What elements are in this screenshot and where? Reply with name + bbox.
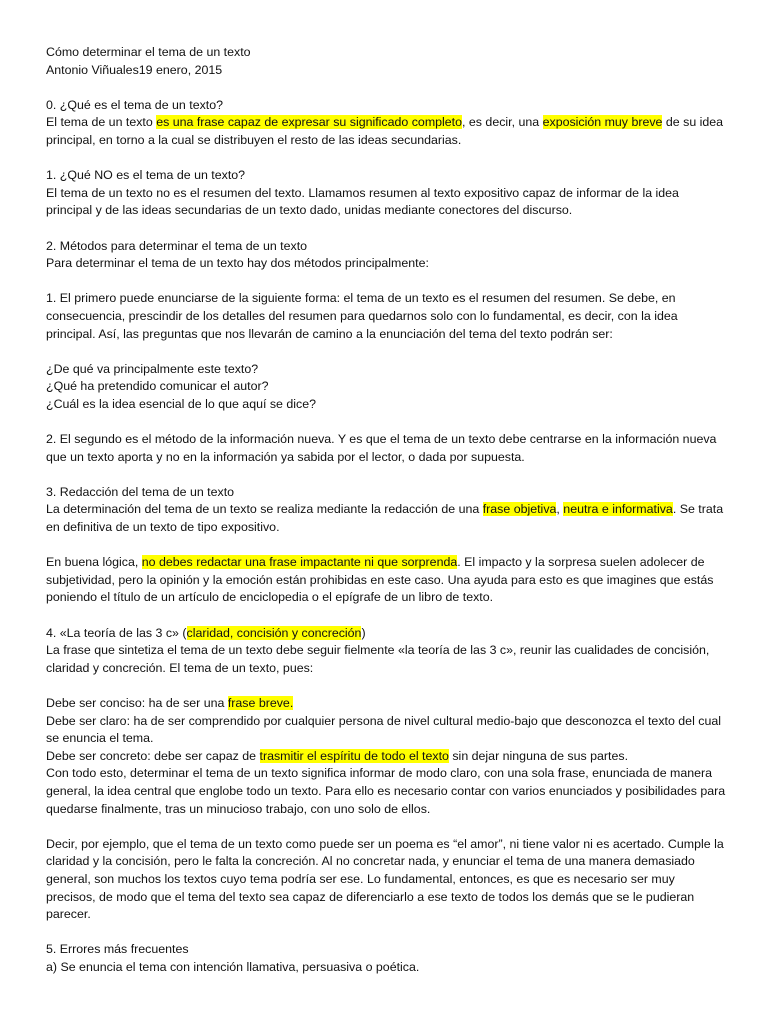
highlight: es una frase capaz de expresar su significado completo — [156, 115, 463, 130]
text-run: sin dejar ninguna de sus partes. — [448, 748, 629, 763]
highlight: frase breve. — [227, 695, 294, 710]
highlight: claridad, concisión y concreción — [186, 625, 362, 640]
section-3-paragraph-2 — [46, 554, 726, 607]
method-2-paragraph: 2. El segundo es el método de la información nueva. Y es que el tema de un texto debe centrarse en la información nueva que un texto aporta y no en la información ya sabida por el lector, o dada por supuesta. — [46, 432, 717, 464]
section-4-paragraph-3: Decir, por ejemplo, que el tema de un texto como puede ser un poema es “el amor”, ni tiene valor ni es acertado. Cumple la claridad y la concisión, pero le falta la concreción. Al no concretar nada, y enunciar el tema de una manera demasiado general, son muchos los textos cuyo tema podría ser ese. Lo fundamental, entonces, es que es necesario ser muy precisos, de modo que el tema del texto sea capaz de diferenciarlo a ese texto de todos los demás que se le pudieran parecer. — [46, 836, 724, 922]
blank-line — [46, 79, 726, 97]
text-run: . El impacto y la sorpresa suelen adolecer de subjetividad, pero la opinión y la emoción están prohibidas en este caso. Una ayuda para esto es que imagines que estás poniendo el título de un artículo de enciclopedia o el epígrafe de un libro de texto. — [46, 555, 714, 605]
section-2-heading: 2. Métodos para determinar el tema de un texto — [46, 238, 308, 253]
text-run: El tema de un texto — [46, 115, 157, 130]
text-run: 4. «La teoría de las 3 c» ( — [46, 625, 187, 640]
blank-line — [46, 413, 726, 431]
document-title: Cómo determinar el tema de un texto — [46, 45, 251, 59]
section-4-heading — [46, 625, 726, 643]
blank-line — [46, 273, 726, 291]
question-1: ¿De qué va principalmente este texto? — [46, 361, 259, 376]
blank-line — [46, 220, 726, 238]
concrete-rule — [46, 748, 726, 766]
highlight: no debes redactar una frase impactante ni que sorprenda — [141, 555, 458, 570]
method-1-paragraph: 1. El primero puede enunciarse de la siguiente forma: el tema de un texto es el resumen del resumen. Se debe, en consecuencia, prescindir de los detalles del resumen para quedarnos solo con lo fundamental, es decir, con la idea principal. Así, las preguntas que nos llevarán de camino a la enunciación del tema del texto podrán ser: — [46, 291, 678, 341]
error-a: a) Se enuncia el tema con intención llamativa, persuasiva o poética. — [46, 959, 420, 974]
text-run: , — [556, 502, 564, 517]
text-run: . Se trata en definitiva de un texto de tipo expositivo. — [46, 502, 724, 535]
blank-line — [46, 677, 726, 695]
blank-line — [46, 818, 726, 836]
blank-line — [46, 466, 726, 484]
text-run: de su idea principal, en torno a la cual se distribuyen el resto de las ideas secundarias. — [46, 115, 724, 147]
highlight: trasmitir el espíritu de todo el texto — [259, 748, 449, 763]
section-0-paragraph — [46, 114, 726, 149]
blank-line — [46, 150, 726, 168]
text-run: Debe ser conciso: ha de ser una — [46, 695, 228, 710]
blank-line — [46, 607, 726, 625]
concise-rule — [46, 695, 726, 713]
section-3-paragraph-1 — [46, 501, 726, 536]
text-run: La determinación del tema de un texto se realiza mediante la redacción de una — [46, 502, 483, 517]
blank-line — [46, 924, 726, 942]
text-run: Debe ser concreto: debe ser capaz de — [46, 748, 260, 763]
text-run: , es decir, una — [462, 115, 543, 130]
section-4-paragraph-1: La frase que sintetiza el tema de un texto debe seguir fielmente «la teoría de las 3 c», reunir las cualidades de concisión, claridad y concreción. El tema de un texto, pues: — [46, 643, 710, 675]
question-3: ¿Cuál es la idea esencial de lo que aquí se dice? — [46, 396, 317, 411]
text-run: ) — [361, 625, 366, 640]
blank-line — [46, 343, 726, 361]
section-5-heading: 5. Errores más frecuentes — [46, 942, 189, 957]
clear-rule: Debe ser claro: ha de ser comprendido por cualquier persona de nivel cultural medio-bajo que desconozca el texto del cual se enuncia el tema. — [46, 713, 721, 746]
text-run: En buena lógica, — [46, 555, 142, 570]
blank-line — [46, 537, 726, 555]
document-page — [46, 44, 726, 976]
section-0-heading: 0. ¿Qué es el tema de un texto? — [46, 97, 224, 112]
question-2: ¿Qué ha pretendido comunicar el autor? — [46, 379, 269, 394]
section-2-intro: Para determinar el tema de un texto hay dos métodos principalmente: — [46, 256, 429, 271]
highlight: exposición muy breve — [542, 115, 663, 130]
section-1-paragraph: El tema de un texto no es el resumen del texto. Llamamos resumen al texto expositivo capaz de informar de la idea principal y de las ideas secundarias de un texto dado, unidas mediante conectores del discurso. — [46, 185, 679, 218]
section-3-heading: 3. Redacción del tema de un texto — [46, 484, 235, 499]
author-date: Antonio Viñuales19 enero, 2015 — [46, 62, 223, 77]
highlight: neutra e informativa — [563, 502, 673, 517]
section-1-heading: 1. ¿Qué NO es el tema de un texto? — [46, 168, 246, 183]
highlight: frase objetiva — [482, 502, 557, 517]
section-4-paragraph-2: Con todo esto, determinar el tema de un texto significa informar de modo claro, con una sola frase, enunciada de manera general, la idea central que englobe todo un texto. Para ello es necesario contar con varios enunciados y posibilidades para quedarse finalmente, tras un minucioso trabajo, con uno solo de ellos. — [46, 766, 726, 816]
